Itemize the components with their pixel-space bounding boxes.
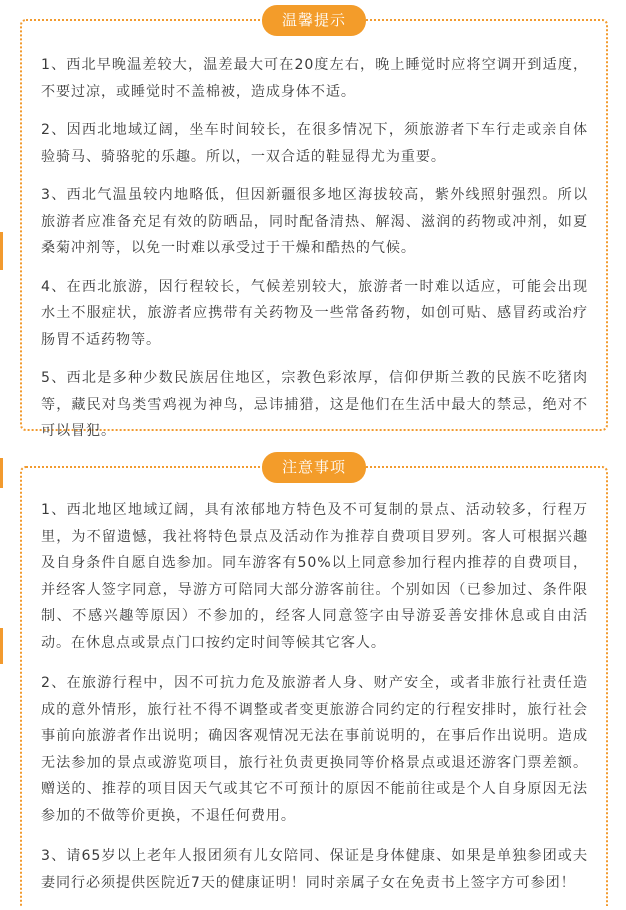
tip-paragraph: 5、西北是多种少数民族居住地区，宗教色彩浓厚，信仰伊斯兰教的民族不吃猪肉等，藏民对鸟类雪鸡视为神鸟，忌讳捕猎，这是他们在生活中最大的禁忌，绝对不可以冒犯。 [41,370,588,439]
tip-paragraph: 1、西北早晚温差较大，温差最大可在20度左右，晚上睡觉时应将空调开到适度，不要过凉，或睡觉时不盖棉被，造成身体不适。 [41,57,588,100]
note-paragraph: 1、西北地区地域辽阔，具有浓郁地方特色及不可复制的景点、活动较多，行程万里，为不留遗憾，我社将特色景点及活动作为推荐自费项目罗列。客人可根据兴趣及自身条件自愿自选参加。同车游客有50%以上同意参加行程内推荐的自费项目，并经客人签字同意，导游方可陪同大部分游客前往。个别如因（已参加过、条件限制、不感兴趣等原因）不参加的，经客人同意签字由导游妥善安排休息或自由活动。在休息点或景点门口按约定时间等候其它客人。 [41,502,588,651]
notes-section [20,458,608,906]
tip-paragraph: 2、因西北地域辽阔，坐车时间较长，在很多情况下，须旅游者下车行走或亲自体验骑马、骑骆驼的乐趣。所以，一双合适的鞋显得尤为重要。 [41,122,588,165]
notes-title: 注意事项 [262,452,366,483]
page-edge-mark [0,458,3,488]
warm-tips-section [20,11,608,439]
tip-paragraph: 3、西北气温虽较内地略低，但因新疆很多地区海拔较高，紫外线照射强烈。所以旅游者应准备充足有效的防晒品，同时配备清热、解渴、滋润的药物或冲剂，如夏桑菊冲剂等，以免一时难以承受过于干燥和酷热的气候。 [41,187,588,256]
note-paragraph: 2、在旅游行程中，因不可抗力危及旅游者人身、财产安全，或者非旅行社责任造成的意外情形，旅行社不得不调整或者变更旅游合同约定的行程安排时，旅行社会事前向旅游者作出说明；确因客观情况无法在事前说明的，在事后作出说明。造成无法参加的景点或游览项目，旅行社负责更换同等价格景点或退还游客门票差额。赠送的、推荐的项目因天气或其它不可预计的原因不能前往或是个人自身原因无法参加的不做等价更换，不退任何费用。 [41,675,588,824]
warm-tips-title: 温馨提示 [262,5,366,36]
page-edge-mark [0,232,3,270]
warm-tips-body [41,52,588,457]
note-paragraph: 3、请65岁以上老年人报团须有儿女陪同、保证是身体健康、如果是单独参团或夫妻同行必须提供医院近7天的健康证明！同时亲属子女在免责书上签字方可参团！ [41,848,588,891]
notes-body [41,497,588,910]
page-edge-mark [0,628,3,664]
tip-paragraph: 4、在西北旅游，因行程较长，气候差别较大，旅游者一时难以适应，可能会出现水土不服症状，旅游者应携带有关药物及一些常备药物，如创可贴、感冒药或治疗肠胃不适药物等。 [41,278,588,348]
